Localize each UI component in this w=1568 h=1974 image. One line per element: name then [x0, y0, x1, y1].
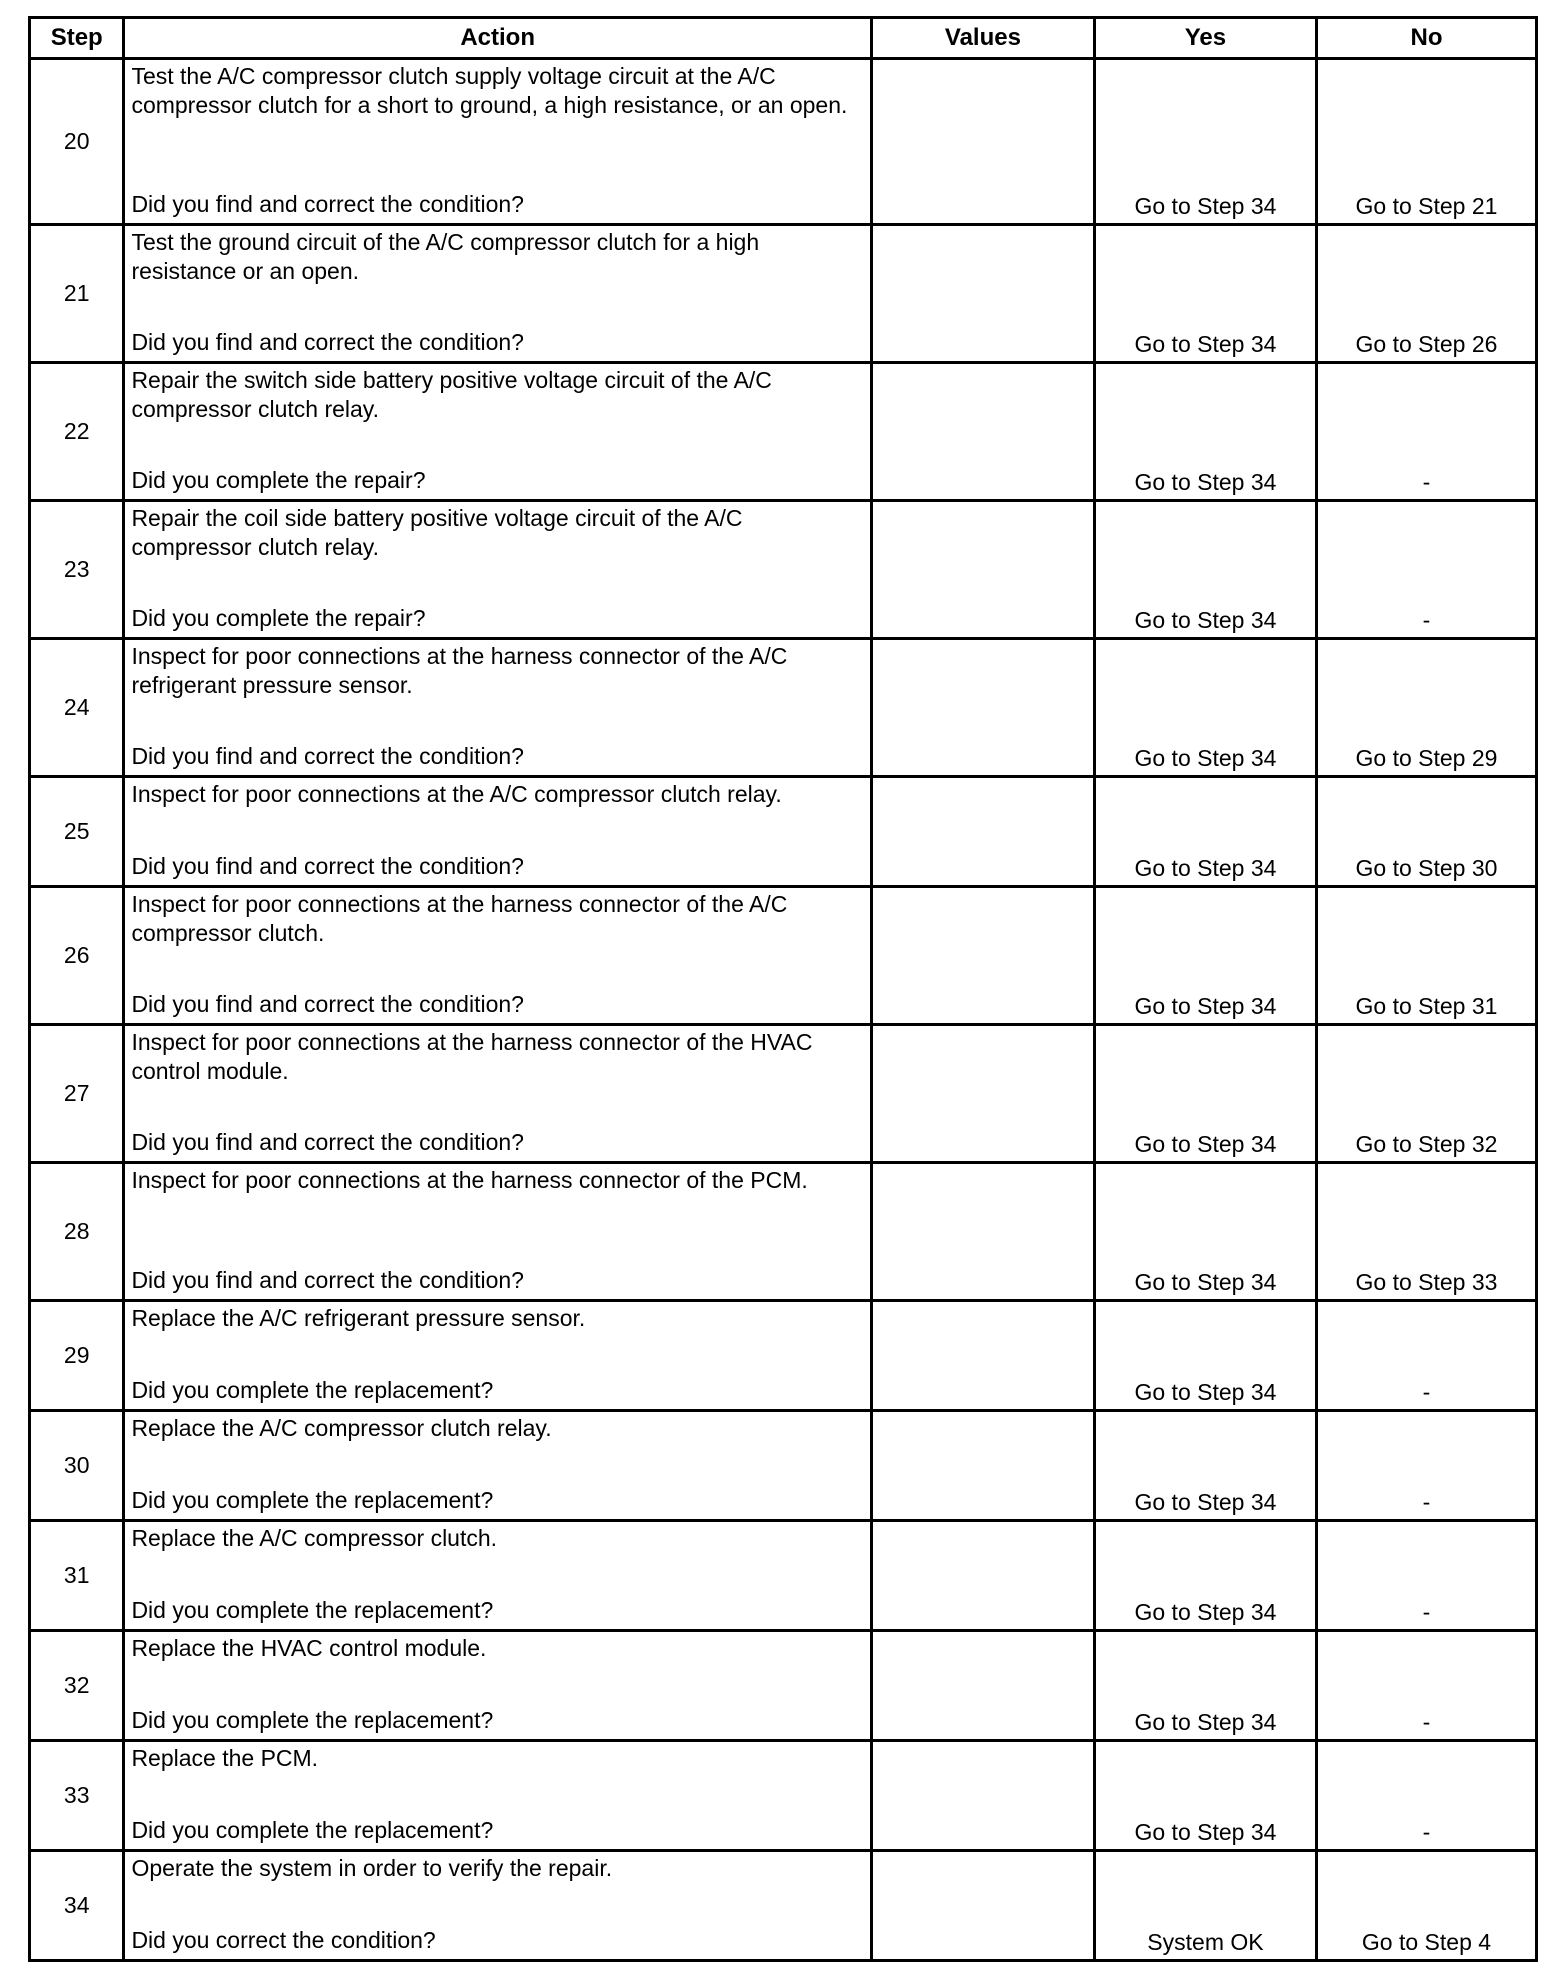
action-cell [124, 501, 871, 639]
action-text: Test the ground circuit of the A/C compressor clutch for a high resistance or an open. [131, 229, 760, 284]
action-cell [124, 1163, 871, 1301]
table-row [30, 1163, 1537, 1301]
yes-cell: Go to Step 34 [1094, 1301, 1316, 1411]
no-cell: Go to Step 26 [1316, 225, 1536, 363]
action-cell [124, 1521, 871, 1631]
action-question: Did you find and correct the condition? [131, 991, 524, 1017]
no-cell: Go to Step 32 [1316, 1025, 1536, 1163]
yes-cell: Go to Step 34 [1094, 1163, 1316, 1301]
values-cell [871, 225, 1094, 363]
step-number: 25 [30, 777, 124, 887]
action-question: Did you correct the condition? [131, 1927, 436, 1953]
action-text: Operate the system in order to verify the repair. [131, 1855, 613, 1881]
action-cell [124, 363, 871, 501]
action-cell [124, 639, 871, 777]
table-body [30, 59, 1537, 1961]
table-row [30, 225, 1537, 363]
header-values: Values [871, 18, 1094, 59]
action-question: Did you find and correct the condition? [131, 853, 524, 879]
values-cell [871, 363, 1094, 501]
header-action: Action [124, 18, 871, 59]
step-number: 31 [30, 1521, 124, 1631]
action-text: Inspect for poor connections at the harness connector of the PCM. [131, 1167, 808, 1193]
values-cell [871, 777, 1094, 887]
values-cell [871, 1851, 1094, 1961]
yes-cell: Go to Step 34 [1094, 59, 1316, 225]
action-question: Did you complete the repair? [131, 605, 426, 631]
action-text: Repair the switch side battery positive voltage circuit of the A/C compressor clutch relay. [131, 367, 772, 422]
step-number: 32 [30, 1631, 124, 1741]
action-text: Replace the HVAC control module. [131, 1635, 487, 1661]
table-row [30, 501, 1537, 639]
no-cell: Go to Step 30 [1316, 777, 1536, 887]
table-row [30, 1851, 1537, 1961]
action-text: Inspect for poor connections at the harness connector of the A/C compressor clutch. [131, 891, 788, 946]
action-question: Did you complete the replacement? [131, 1487, 494, 1513]
action-text: Replace the A/C refrigerant pressure sensor. [131, 1305, 586, 1331]
header-step: Step [30, 18, 124, 59]
yes-cell: System OK [1094, 1851, 1316, 1961]
no-cell: Go to Step 4 [1316, 1851, 1536, 1961]
action-text: Test the A/C compressor clutch supply voltage circuit at the A/C compressor clutch for a short to ground, a high resistance, or an open. [131, 63, 848, 118]
table-row [30, 1025, 1537, 1163]
table-row [30, 887, 1537, 1025]
yes-cell: Go to Step 34 [1094, 1411, 1316, 1521]
step-number: 30 [30, 1411, 124, 1521]
yes-cell: Go to Step 34 [1094, 887, 1316, 1025]
step-number: 27 [30, 1025, 124, 1163]
action-question: Did you complete the replacement? [131, 1597, 494, 1623]
no-cell: - [1316, 1301, 1536, 1411]
values-cell [871, 1521, 1094, 1631]
step-number: 22 [30, 363, 124, 501]
values-cell [871, 1631, 1094, 1741]
header-row [30, 18, 1537, 59]
values-cell [871, 639, 1094, 777]
table-row [30, 777, 1537, 887]
action-question: Did you complete the repair? [131, 467, 426, 493]
action-cell [124, 1851, 871, 1961]
diagnostic-table [28, 16, 1538, 1962]
no-cell: Go to Step 21 [1316, 59, 1536, 225]
action-text: Repair the coil side battery positive voltage circuit of the A/C compressor clutch relay. [131, 505, 743, 560]
no-cell: - [1316, 501, 1536, 639]
yes-cell: Go to Step 34 [1094, 777, 1316, 887]
action-text: Inspect for poor connections at the A/C compressor clutch relay. [131, 781, 782, 807]
action-cell [124, 1741, 871, 1851]
table-row [30, 363, 1537, 501]
action-cell [124, 777, 871, 887]
step-number: 29 [30, 1301, 124, 1411]
step-number: 28 [30, 1163, 124, 1301]
action-question: Did you find and correct the condition? [131, 1267, 524, 1293]
values-cell [871, 1411, 1094, 1521]
step-number: 33 [30, 1741, 124, 1851]
table-row [30, 59, 1537, 225]
action-cell [124, 1411, 871, 1521]
action-cell [124, 59, 871, 225]
header-yes: Yes [1094, 18, 1316, 59]
values-cell [871, 887, 1094, 1025]
no-cell: - [1316, 1411, 1536, 1521]
values-cell [871, 1025, 1094, 1163]
values-cell [871, 59, 1094, 225]
table-row [30, 1411, 1537, 1521]
action-question: Did you find and correct the condition? [131, 1129, 524, 1155]
action-text: Inspect for poor connections at the harness connector of the A/C refrigerant pressure sensor. [131, 643, 788, 698]
yes-cell: Go to Step 34 [1094, 1025, 1316, 1163]
action-question: Did you find and correct the condition? [131, 743, 524, 769]
table-row [30, 1521, 1537, 1631]
table-row [30, 639, 1537, 777]
no-cell: - [1316, 1631, 1536, 1741]
step-number: 34 [30, 1851, 124, 1961]
action-question: Did you find and correct the condition? [131, 329, 524, 355]
step-number: 24 [30, 639, 124, 777]
action-question: Did you find and correct the condition? [131, 191, 524, 217]
yes-cell: Go to Step 34 [1094, 363, 1316, 501]
step-number: 21 [30, 225, 124, 363]
action-text: Replace the A/C compressor clutch relay. [131, 1415, 552, 1441]
action-question: Did you complete the replacement? [131, 1817, 494, 1843]
yes-cell: Go to Step 34 [1094, 225, 1316, 363]
action-text: Inspect for poor connections at the harness connector of the HVAC control module. [131, 1029, 813, 1084]
values-cell [871, 1163, 1094, 1301]
no-cell: Go to Step 31 [1316, 887, 1536, 1025]
action-cell [124, 887, 871, 1025]
header-no: No [1316, 18, 1536, 59]
yes-cell: Go to Step 34 [1094, 1631, 1316, 1741]
no-cell: Go to Step 29 [1316, 639, 1536, 777]
values-cell [871, 1301, 1094, 1411]
action-cell [124, 225, 871, 363]
action-cell [124, 1631, 871, 1741]
yes-cell: Go to Step 34 [1094, 1521, 1316, 1631]
no-cell: - [1316, 1521, 1536, 1631]
yes-cell: Go to Step 34 [1094, 501, 1316, 639]
action-text: Replace the A/C compressor clutch. [131, 1525, 498, 1551]
no-cell: - [1316, 1741, 1536, 1851]
table-row [30, 1301, 1537, 1411]
action-text: Replace the PCM. [131, 1745, 319, 1771]
no-cell: - [1316, 363, 1536, 501]
values-cell [871, 501, 1094, 639]
table-row [30, 1741, 1537, 1851]
action-cell [124, 1301, 871, 1411]
step-number: 23 [30, 501, 124, 639]
table-row [30, 1631, 1537, 1741]
no-cell: Go to Step 33 [1316, 1163, 1536, 1301]
yes-cell: Go to Step 34 [1094, 639, 1316, 777]
step-number: 26 [30, 887, 124, 1025]
action-cell [124, 1025, 871, 1163]
action-question: Did you complete the replacement? [131, 1707, 494, 1733]
values-cell [871, 1741, 1094, 1851]
yes-cell: Go to Step 34 [1094, 1741, 1316, 1851]
step-number: 20 [30, 59, 124, 225]
action-question: Did you complete the replacement? [131, 1377, 494, 1403]
